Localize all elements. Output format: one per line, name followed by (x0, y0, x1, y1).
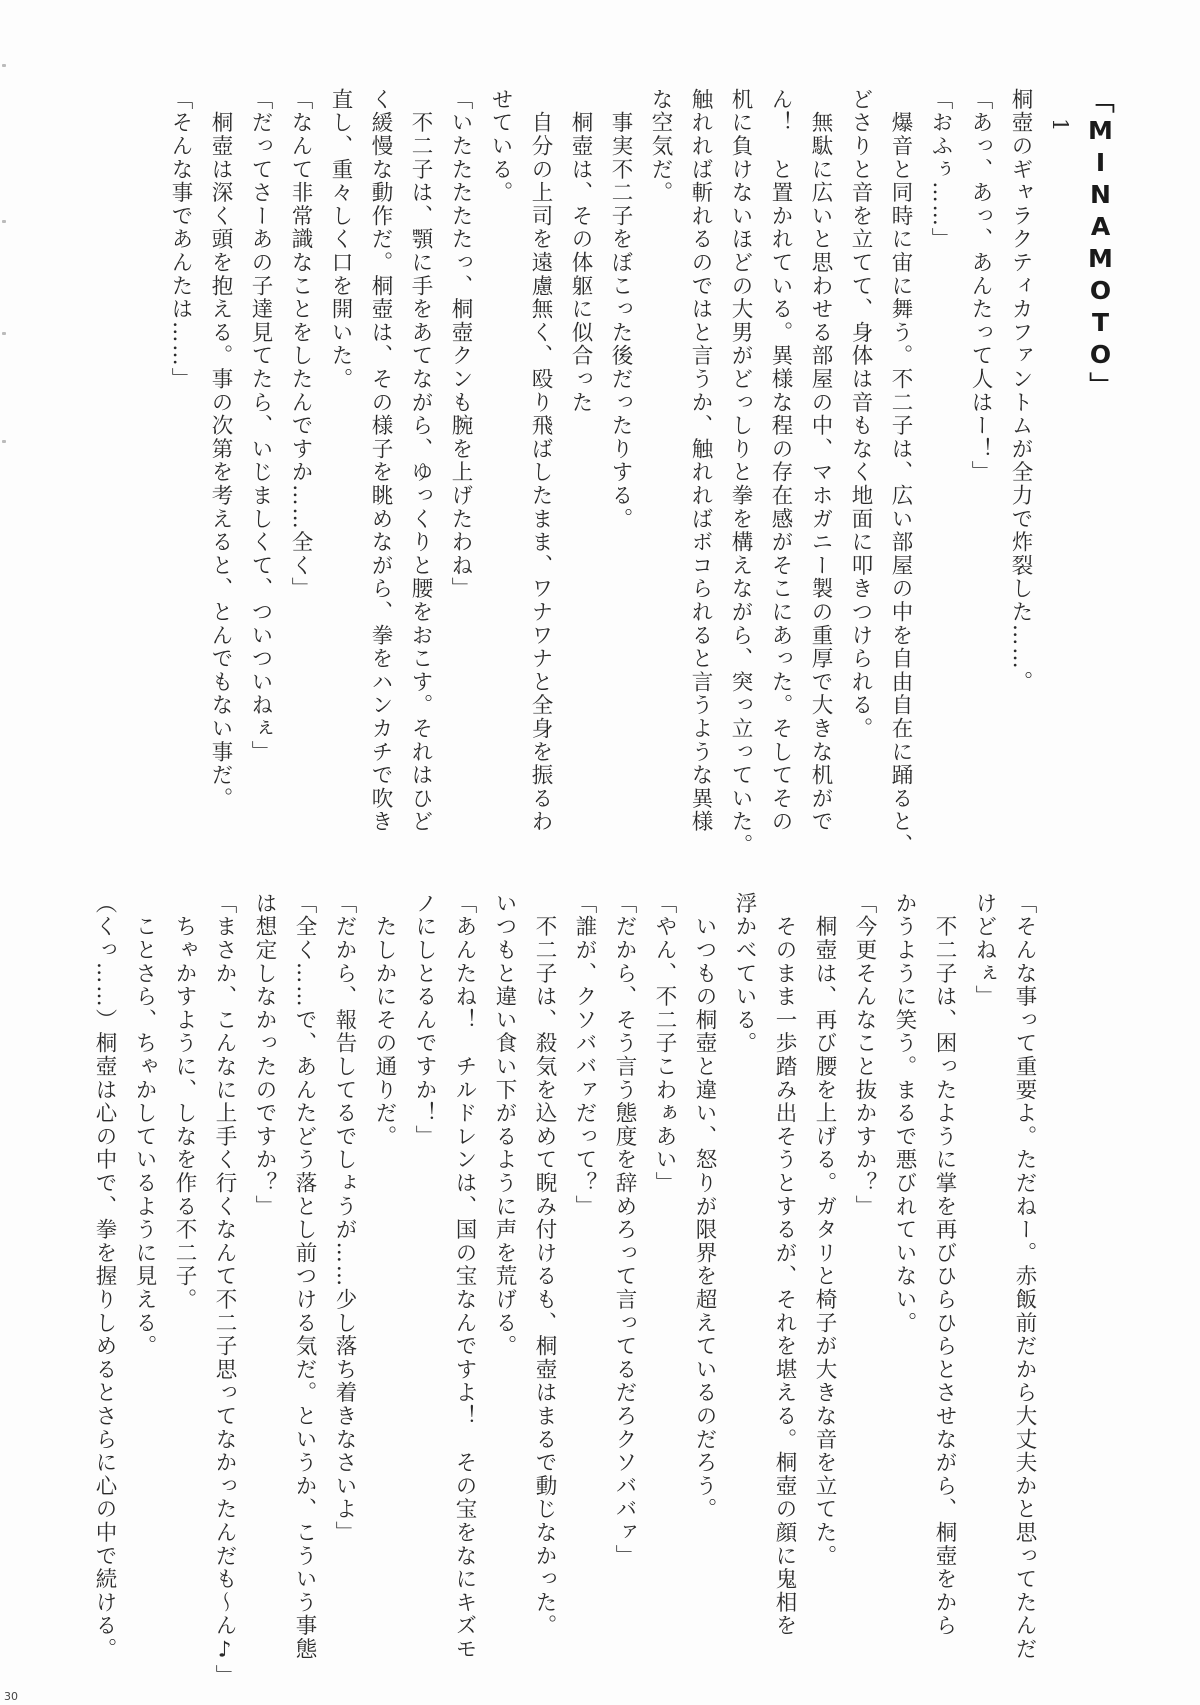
text-line: 不二子は、殺気を込めて睨み付けるも、桐壺はまるで動じなかった。 (532, 892, 557, 1638)
text-line: 直し、重々しく口を開いた。 (328, 88, 353, 391)
text-line: 「なんて非常識なことをしたんですか……全く」 (288, 88, 313, 601)
text-line: 「あんたね！ チルドレンは、国の宝なんですよ！ その宝をなにキズモ (452, 892, 477, 1661)
text-line: ノにしとるんですか！」 (412, 892, 437, 1149)
text-line: 桐壺のギャラクティカファントムが全力で炸裂した……。 (1008, 88, 1033, 694)
text-line: 触れれば斬れるのではと言うか、触れればボコられると言うような異様 (688, 88, 713, 834)
text-line: ん！ と置かれている。異様な程の存在感がそこにあった。そしてその (768, 88, 793, 834)
text-line: 「全く……で、あんたどう落とし前つける気だ。というか、こういう事態 (292, 892, 317, 1661)
text-line: な空気だ。 (648, 88, 673, 205)
text-line: せている。 (488, 88, 513, 205)
text-line: く緩慢な動作だ。桐壺は、その様子を眺めながら、拳をハンカチで吹き (368, 88, 393, 834)
text-line: （くっ……）桐壺は心の中で、拳を握りしめるとさらに心の中で続ける。 (92, 892, 117, 1661)
text-line: 「だってさーあの子達見てたら、いじましくて、ついついねぇ」 (248, 88, 273, 764)
text-line: 「だから、そう言う態度を辞めろって言ってるだろクソババァ」 (612, 892, 637, 1568)
chapter-number: 1 (1048, 118, 1072, 134)
lower-text-block (84, 892, 1044, 1688)
text-line: 「おふぅ……」 (928, 88, 953, 252)
text-line: いつもと違い食い下がるように声を荒げる。 (492, 892, 517, 1358)
text-line: は想定しなかったのですか？」 (252, 892, 277, 1219)
section-title: 「MINAMOTO」 (1086, 88, 1115, 400)
text-line: 机に負けないほどの大男がどっしりと拳を構えながら、突っ立っていた。 (728, 88, 753, 857)
text-line: 「そんな事って重要よ。ただねー。赤飯前だから大丈夫かと思ってたんだ (1012, 892, 1037, 1661)
text-line: 浮かべている。 (732, 892, 757, 1056)
text-line: 「誰が、クソババァだって？」 (572, 892, 597, 1219)
text-line: 「まさか、こんなに上手く行くなんて不二子思ってなかったんだも～ん♪」 (212, 892, 237, 1688)
scan-edge-marks (0, 0, 10, 1705)
text-line: ことさら、ちゃかしているように見える。 (132, 892, 157, 1358)
text-line: 事実不二子をぼこった後だったりする。 (608, 88, 633, 531)
text-line: いつもの桐壺と違い、怒りが限界を超えているのだろう。 (692, 892, 717, 1522)
text-line: ちゃかすように、しなを作る不二子。 (172, 892, 197, 1312)
upper-text-block (160, 88, 1120, 857)
text-line: たしかにその通りだ。 (372, 892, 397, 1149)
text-line: かうように笑う。まるで悪びれていない。 (892, 892, 917, 1335)
text-line: 「いたたたたたっ、桐壺クンも腕を上げたわね」 (448, 88, 473, 601)
text-line: 「だから、報告してるでしょうが……少し落ち着きなさいよ」 (332, 892, 357, 1545)
text-line: 桐壺は、再び腰を上げる。ガタリと椅子が大きな音を立てた。 (812, 892, 837, 1568)
text-line: 不二子は、顎に手をあてながら、ゆっくりと腰をおこす。それはひど (408, 88, 433, 834)
text-line: 「やん、不二子こわぁあい」 (652, 892, 677, 1195)
text-line: 自分の上司を遠慮無く、殴り飛ばしたまま、ワナワナと全身を振るわ (528, 88, 553, 834)
text-line: けどねぇ」 (972, 892, 997, 1009)
text-line: 爆音と同時に宙に舞う。不二子は、広い部屋の中を自由自在に踊ると、 (888, 88, 913, 857)
text-line: 「今更そんなこと抜かすか？」 (852, 892, 877, 1219)
page-number: 30 (4, 1690, 18, 1703)
text-line: 桐壺は、その体躯に似合った (568, 88, 593, 415)
text-line: どさりと音を立てて、身体は音もなく地面に叩きつけられる。 (848, 88, 873, 741)
text-line: 「あっ、あっ、あんたって人はー！」 (968, 88, 993, 485)
text-line: 桐壺は深く頭を抱える。事の次第を考えると、とんでもない事だ。 (208, 88, 233, 811)
text-line: 無駄に広いと思わせる部屋の中、マホガニー製の重厚で大きな机がで (808, 88, 833, 834)
text-line: 「そんな事であんたは……」 (168, 88, 193, 391)
text-line: 不二子は、困ったように掌を再びひらひらとさせながら、桐壺をから (932, 892, 957, 1638)
text-line: そのまま一歩踏み出そうとするが、それを堪える。桐壺の顔に鬼相を (772, 892, 797, 1638)
